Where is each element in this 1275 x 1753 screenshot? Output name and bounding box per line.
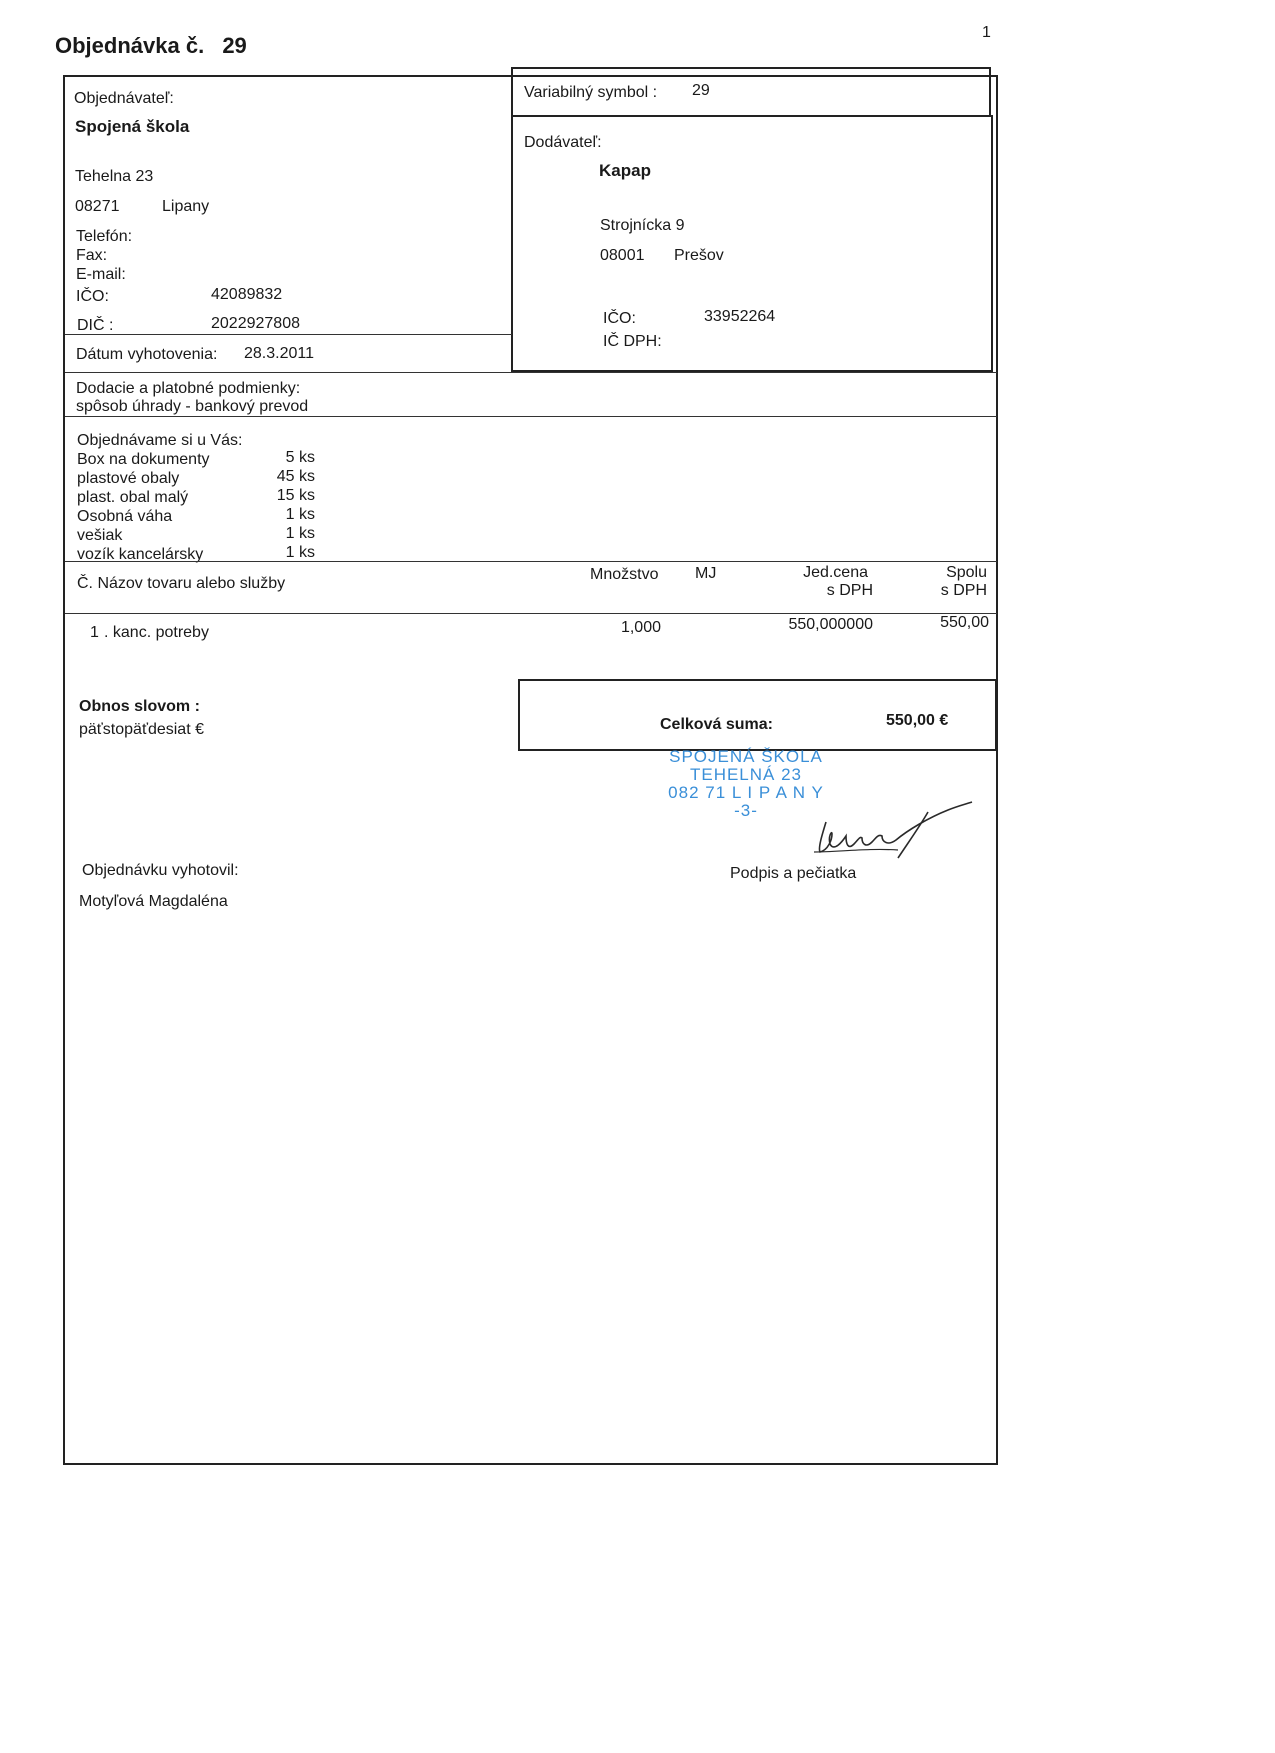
supplier-ico-value: 33952264 — [704, 308, 776, 325]
signature-label: Podpis a pečiatka — [730, 865, 857, 882]
supplier-label: Dodávateľ: — [524, 134, 602, 151]
signature-drawing — [808, 800, 983, 865]
issued-by-name: Motyľová Magdaléna — [79, 893, 228, 910]
order-item-name: Osobná váha — [77, 508, 173, 525]
stamp-line-3: 082 71 L I P A N Y — [668, 783, 824, 802]
row-quantity: 1,000 — [620, 619, 661, 636]
orderer-label: Objednávateľ: — [74, 90, 174, 107]
orderer-dic-value: 2022927808 — [211, 315, 300, 332]
order-item-qty: 45 ks — [276, 468, 315, 485]
document-title — [55, 33, 247, 59]
orderer-zip: 08271 — [75, 198, 120, 215]
header-unit-price-1: Jed.cena — [803, 564, 868, 581]
order-item-name: Box na dokumenty — [77, 451, 210, 468]
issue-date-label: Dátum vyhotovenia: — [76, 346, 218, 363]
order-item-name: plastové obaly — [77, 470, 180, 487]
page-number: 1 — [982, 24, 991, 41]
header-no-name: Č. Názov tovaru alebo služby — [77, 575, 286, 592]
issue-date-value: 28.3.2011 — [244, 345, 314, 362]
orderer-fax-label: Fax: — [76, 247, 108, 264]
header-quantity: Množstvo — [590, 566, 659, 583]
order-item-qty: 1 ks — [285, 525, 315, 542]
orderer-ico-value: 42089832 — [211, 286, 283, 303]
stamp-line-1: SPOJENÁ ŠKOLA — [669, 747, 823, 766]
header-total-2: s DPH — [940, 582, 987, 599]
stamp-line-4: -3- — [734, 801, 758, 820]
supplier-street: Strojnícka 9 — [600, 217, 685, 234]
divider-order-top — [65, 416, 997, 417]
orderer-phone-label: Telefón: — [76, 228, 133, 245]
row-name: . kanc. potreby — [104, 624, 209, 641]
supplier-city: Prešov — [674, 247, 724, 264]
orderer-ico-label: IČO: — [76, 288, 109, 305]
supplier-box — [511, 115, 993, 372]
orderer-dic-label: DIČ : — [77, 317, 114, 334]
divider-table-header-bottom — [65, 613, 997, 614]
variable-symbol-value: 29 — [692, 82, 710, 99]
order-item-qty: 5 ks — [285, 449, 315, 466]
order-item-name: vešiak — [77, 527, 123, 544]
supplier-ico-label: IČO: — [603, 310, 636, 327]
row-unit-price: 550,000000 — [788, 616, 873, 633]
order-item-name: vozík kancelársky — [77, 546, 204, 563]
supplier-name: Kapap — [599, 161, 651, 180]
order-item-qty: 1 ks — [285, 544, 315, 561]
stamp-line-2: TEHELNÁ 23 — [689, 765, 803, 784]
header-total-1: Spolu — [946, 564, 987, 581]
order-item-name: plast. obal malý — [77, 489, 189, 506]
terms-value: spôsob úhrady - bankový prevod — [76, 398, 309, 415]
total-value: 550,00 € — [886, 712, 949, 729]
header-unit-price-2: s DPH — [826, 582, 873, 599]
row-no: 1 — [90, 624, 99, 641]
orderer-street: Tehelna 23 — [75, 168, 154, 185]
amount-in-words-value: päťstopäťdesiat € — [79, 721, 204, 738]
order-number: 29 — [222, 33, 247, 58]
amount-in-words-label: Obnos slovom : — [79, 698, 200, 715]
row-total: 550,00 — [940, 614, 989, 631]
orderer-email-label: E-mail: — [76, 266, 126, 283]
header-unit: MJ — [695, 565, 717, 582]
total-label: Celková suma: — [660, 716, 773, 733]
order-request-label: Objednávame si u Vás: — [77, 432, 243, 449]
divider-terms-top — [65, 372, 997, 373]
order-item-qty: 1 ks — [285, 506, 315, 523]
title-label: Objednávka č. — [55, 33, 205, 58]
issued-by-label: Objednávku vyhotovil: — [82, 862, 239, 879]
supplier-ic-dph-label: IČ DPH: — [603, 333, 662, 350]
supplier-zip: 08001 — [600, 247, 645, 264]
orderer-city: Lipany — [162, 198, 210, 215]
variable-symbol-label: Variabilný symbol : — [524, 84, 658, 101]
orderer-name: Spojená škola — [75, 117, 190, 136]
divider-date-top — [65, 334, 512, 335]
order-item-qty: 15 ks — [276, 487, 315, 504]
terms-label: Dodacie a platobné podmienky: — [76, 380, 301, 397]
divider-table-header-top — [65, 561, 997, 562]
